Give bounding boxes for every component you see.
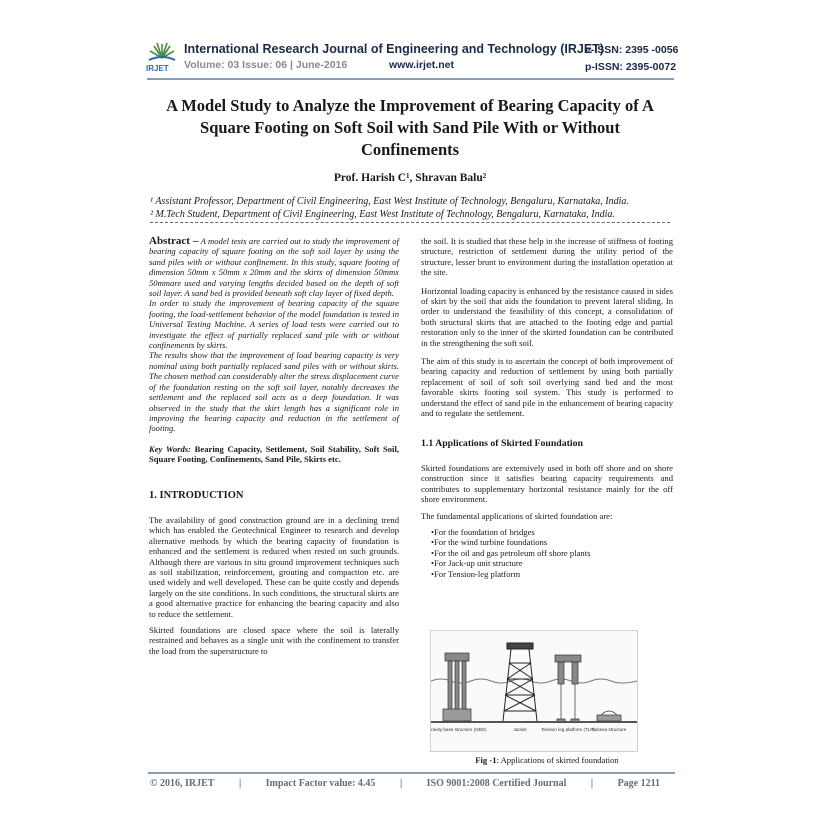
spacer [149, 501, 399, 515]
right-paragraph-2: Horizontal loading capacity is enhanced by the resistance caused in sides of skirt by the soil that aids the foundation to prevent lateral sliding. In order to understand the feasibility of this concept, a consolidation of both structural skirts that are attached to the footing edge and partial restoration only to the inner of the skirted foundation can be contributed in the strengthening the soft soil. [421, 285, 673, 348]
tlp-structure-icon [555, 655, 581, 722]
volume-info: Volume: 03 Issue: 06 | June-2016 [184, 59, 348, 71]
right-paragraph-1: the soil. It is studied that these help in the increase of stiffness of footing structure, restriction of settlement during the utility period of the structure, lesser brunt to environment during the installation operation at the site. [421, 236, 673, 278]
left-column [149, 236, 399, 656]
applications-list [431, 527, 673, 579]
subsea-structure-icon [597, 711, 621, 721]
list-item: • For the foundation of bridges [431, 527, 673, 537]
paper-title: A Model Study to Analyze the Improvement of Bearing Capacity of A Square Footing on Soft Soil with Sand Pile With or Without Confinements [166, 96, 654, 159]
spacer [149, 434, 399, 444]
introduction-heading: 1. INTRODUCTION [149, 489, 244, 501]
figure-caption-text: : Applications of skirted foundation [496, 755, 619, 765]
keywords-block [149, 444, 399, 465]
keywords-list: Bearing Capacity, Settlement, Soil Stability, Soft Soil, Square Footing, Confinements, Sand Pile, Skirts etc. [149, 443, 399, 465]
p-issn: p-ISSN: 2395-0072 [585, 61, 677, 73]
spacer [421, 278, 673, 286]
figure-number: Fig -1 [475, 755, 497, 765]
gbs-label: Gravity base structure (GBS) [431, 727, 487, 732]
footer-separator: | [238, 778, 242, 789]
spacer [149, 465, 399, 491]
list-item: • For Tension-leg platform [431, 569, 673, 579]
abstract-p3: The results show that the improvement of load bearing capacity is very nominal using both partially replaced sand piles with or without skirts. The chosen method can considerably alter the stress displacement curve of the foundation resting on the soft soil layer, notably decreases the settlement and the replaced soil acts as a deep foundation. It was observed in the study that the skirt length has a significant role in improving the bearing capacity and reduction in the settlement of footing. [149, 350, 399, 434]
figure-caption [421, 755, 673, 765]
list-item: • For Jack-up unit structure [431, 558, 673, 568]
footer-copyright: © 2016, IRJET [150, 778, 215, 789]
footer-separator: | [590, 778, 594, 789]
intro-paragraph-1: The availability of good construction ground are in a declining trend which has enabled the Geotechnical Engineer to research and develop alternative methods by which the bearing capacity of foundation is enhanced and the settlement is reduced when rested on such grounds. Although there are various in situ ground improvement techniques such as soil stabilization, reinforcement, grouting and compaction etc. are used widely and well developed. These can be quite costly and depends largely on the site conditions. In such conditions, the structural skirts are a good alternative practice for enhancing the bearing capacity and also to reduce the settlement. [149, 514, 399, 619]
skirted-foundation-figure [430, 630, 638, 752]
spacer [421, 419, 673, 439]
abstract-p2: In order to study the improvement of bearing capacity of the square footing, the load-settlement behavior of the model foundation is tested in Universal Testing Machine. A series of load tests were carried out to investigate the effect of partially replaced sand pile with or without confinements by skirts. [149, 298, 399, 351]
subsea-label: Subsea structure [591, 727, 627, 732]
affiliation-2: ² M.Tech Student, Department of Civil Engineering, East West Institute of Technology, Bengaluru, Karnataka, India. [150, 208, 615, 220]
intro-paragraph-2: Skirted foundations are closed space where the soil is laterally restrained and behaves as a single unit with the confinement to transfer the load from the superstructure to [149, 625, 399, 656]
section-separator [150, 222, 670, 223]
footer-impact-factor: Impact Factor value: 4.45 [265, 778, 376, 789]
logo-text: IRJET [146, 64, 169, 73]
right-paragraph-4: Skirted foundations are extensively used in both off shore and on shore construction since it satisfies bearing capacity requirements and contributes to supplementary horizontal resistance mainly for the off shore environment. [421, 462, 673, 505]
page-footer [150, 778, 670, 789]
right-paragraph-5: The fundamental applications of skirted foundation are: [421, 510, 613, 521]
journal-name: International Research Journal of Engineering and Technology (IRJET) [184, 42, 604, 56]
gbs-structure-icon [443, 653, 471, 721]
affiliations [150, 196, 680, 221]
tlp-label: Tension leg platform (TLP) [541, 727, 595, 732]
list-item: • For the wind turbine foundations [431, 537, 673, 547]
abstract-text-1: A model tests are carried out to study the improvement of bearing capacity of square footing on the soft soil layer by using the sand piles with or without confinement. In this study, square footing of dimension 50mm x 50mm x 20mm and the skirts of dimension 50mmx 50mmare used and varying lengths decided based on the depth of soft soil layer. A sand bed is provided beneath soft clay layer of fixed depth. [149, 236, 399, 299]
footer-iso: ISO 9001:2008 Certified Journal [426, 778, 567, 789]
website-link[interactable]: www.irjet.net [389, 59, 454, 71]
footer-separator: | [399, 778, 403, 789]
footer-divider [148, 772, 675, 774]
header-divider [147, 78, 674, 80]
applications-heading: 1.1 Applications of Skirted Foundation [421, 437, 583, 449]
list-item: • For the oil and gas petroleum off shore plants [431, 548, 673, 558]
authors: Prof. Harish C¹, Shravan Balu² [333, 172, 487, 184]
spacer [421, 449, 673, 463]
keywords-heading: Key Words: [149, 443, 192, 454]
right-column [421, 236, 673, 579]
spacer [421, 348, 673, 356]
abstract-heading: Abstract – [149, 235, 199, 247]
right-paragraph-3: The aim of this study is to ascertain the concept of both improvement of bearing capacity and reduction of settlement by using both partially replacement of soil of soft soil overlying sand bed and the most favorable skirts footing soil system. This study is performed to understand the effect of sand pile in the enhancement of bearing capacity and to regulate the settlement. [421, 356, 673, 419]
offshore-structures-illustration [431, 631, 637, 751]
jacket-label: Jacket [513, 727, 527, 732]
abstract-p1 [149, 236, 399, 298]
footer-page-number: Page 1211 [617, 778, 661, 789]
affiliation-1: ¹ Assistant Professor, Department of Civil Engineering, East West Institute of Technology, Bengaluru, Karnataka, India. [150, 196, 629, 207]
e-issn: e-ISSN: 2395 -0056 [585, 44, 679, 56]
